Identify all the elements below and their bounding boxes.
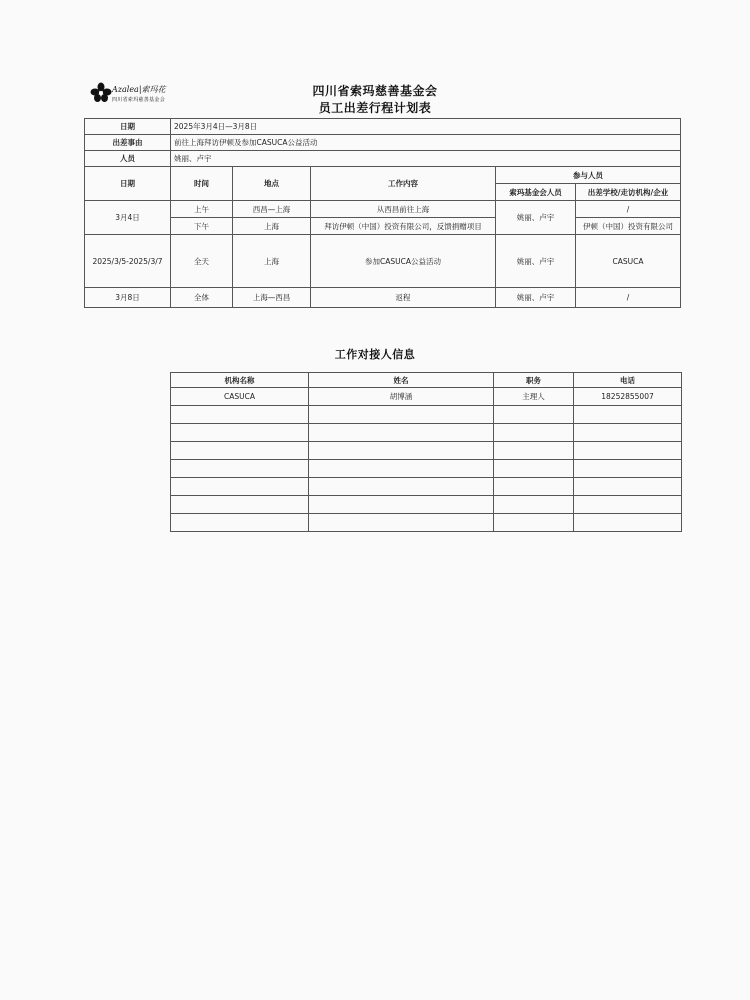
row-work: 返程 (311, 288, 496, 308)
date-label: 日期 (85, 119, 171, 135)
row-work: 从西昌前往上海 (311, 201, 496, 218)
date-row (85, 119, 681, 135)
table-row (171, 388, 682, 406)
contacts-title: 工作对接人信息 (334, 348, 416, 361)
row-org: 伊顿（中国）投资有限公司 (576, 218, 681, 235)
table-row (171, 460, 682, 478)
table-row (85, 201, 681, 218)
contact-phone: 18252855007 (574, 388, 682, 406)
row-place: 上海 (233, 218, 311, 235)
header-date: 日期 (85, 167, 171, 201)
row-org: CASUCA (576, 235, 681, 288)
row-org: / (576, 288, 681, 308)
row-time: 全体 (171, 288, 233, 308)
header-phone: 电话 (574, 373, 682, 388)
row-staff: 姚丽、卢宇 (496, 288, 576, 308)
reason-label: 出差事由 (85, 135, 171, 151)
document-title-org: 四川省索玛慈善基金会 (312, 84, 438, 98)
contacts-table (170, 372, 682, 532)
date-value: 2025年3月4日—3月8日 (171, 119, 681, 135)
contact-position: 主理人 (494, 388, 574, 406)
row-place: 上海—西昌 (233, 288, 311, 308)
row-time: 下午 (171, 218, 233, 235)
people-value: 姚丽、卢宇 (171, 151, 681, 167)
row-date: 3月8日 (85, 288, 171, 308)
row-time: 全天 (171, 235, 233, 288)
contacts-header-row (171, 373, 682, 388)
reason-row (85, 135, 681, 151)
header-work: 工作内容 (311, 167, 496, 201)
table-row (171, 496, 682, 514)
table-row (171, 424, 682, 442)
row-time: 上午 (171, 201, 233, 218)
row-work: 拜访伊顿（中国）投资有限公司，反馈捐赠项目 (311, 218, 496, 235)
contact-org: CASUCA (171, 388, 309, 406)
travel-schedule-table (84, 118, 681, 308)
reason-value: 前往上海拜访伊顿及参加CASUCA公益活动 (171, 135, 681, 151)
header-visited-org: 出差学校/走访机构/企业 (576, 184, 681, 201)
people-row (85, 151, 681, 167)
header-name: 姓名 (309, 373, 494, 388)
header-participants: 参与人员 (496, 167, 681, 184)
header-position: 职务 (494, 373, 574, 388)
logo-brand-text: Azalea|索玛花 (112, 85, 166, 94)
logo-org-text: 四川省索玛慈善基金会 (112, 97, 166, 103)
header-place: 地点 (233, 167, 311, 201)
row-staff: 姚丽、卢宇 (496, 201, 576, 235)
schedule-header-row (85, 167, 681, 184)
header-foundation-staff: 索玛基金会人员 (496, 184, 576, 201)
header-org-name: 机构名称 (171, 373, 309, 388)
document-title: 员工出差行程计划表 (318, 101, 432, 115)
header-time: 时间 (171, 167, 233, 201)
row-place: 西昌—上海 (233, 201, 311, 218)
table-row (85, 218, 681, 235)
table-row (171, 406, 682, 424)
row-date: 3月4日 (85, 201, 171, 235)
table-row (85, 288, 681, 308)
row-staff: 姚丽、卢宇 (496, 235, 576, 288)
contact-name: 胡博涵 (309, 388, 494, 406)
table-row (171, 478, 682, 496)
row-date: 2025/3/5-2025/3/7 (85, 235, 171, 288)
row-work: 参加CASUCA公益活动 (311, 235, 496, 288)
row-org: / (576, 201, 681, 218)
row-place: 上海 (233, 235, 311, 288)
table-row (85, 235, 681, 288)
table-row (171, 442, 682, 460)
table-row (171, 514, 682, 532)
people-label: 人员 (85, 151, 171, 167)
